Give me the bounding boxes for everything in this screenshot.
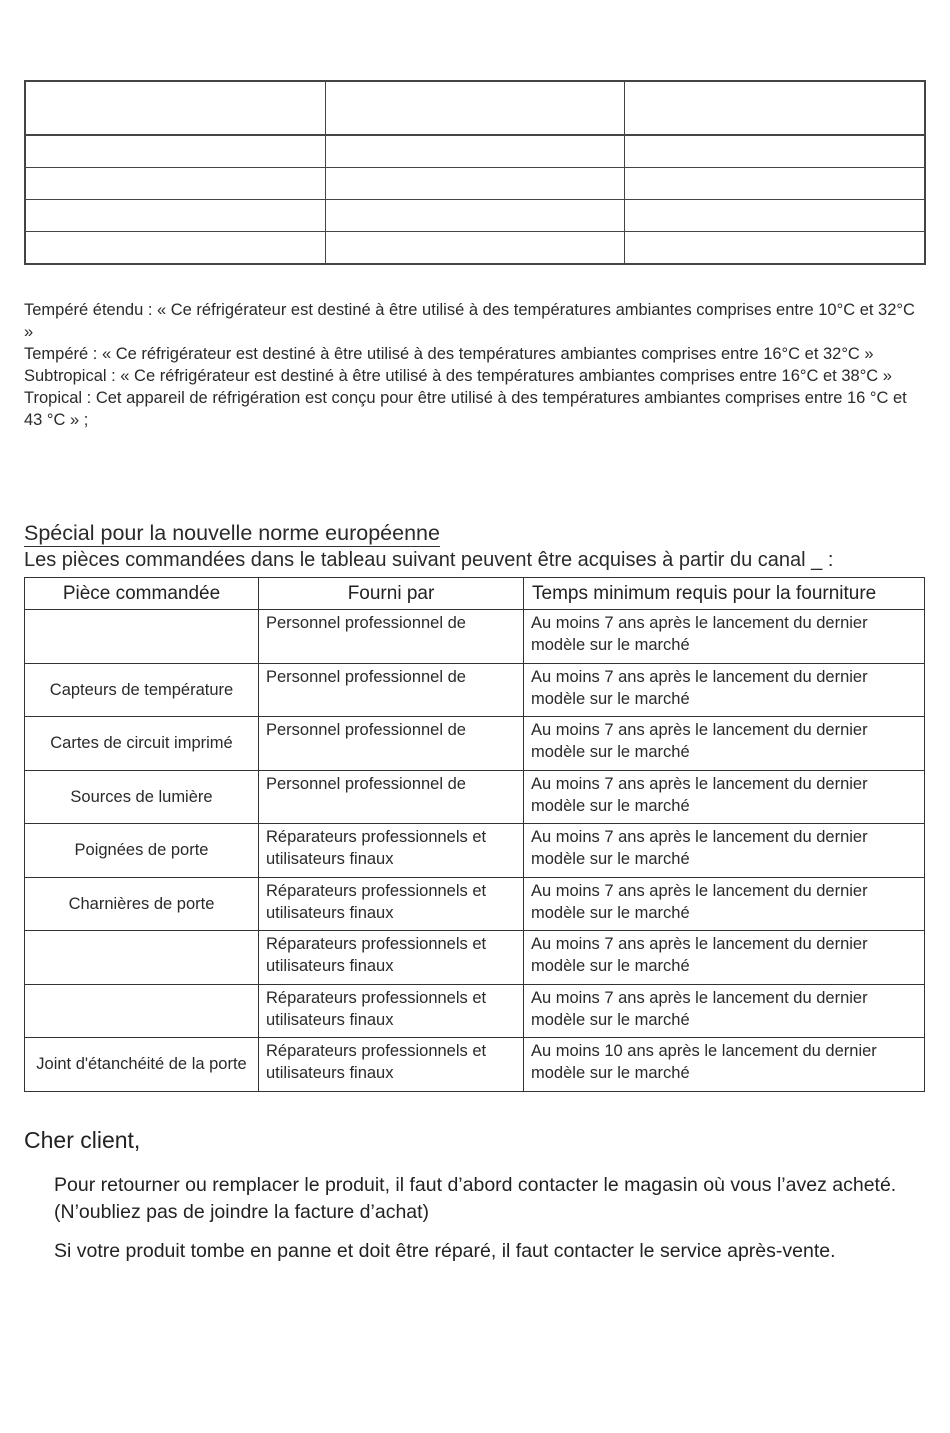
section-subtitle: Les pièces commandées dans le tableau suivant peuvent être acquises à partir du canal _ : (24, 549, 834, 571)
minimum-time-cell: Au moins 7 ans après le lancement du dernier modèle sur le marché (524, 717, 925, 771)
supplied-by-cell: Réparateurs professionnels et utilisateurs finaux (259, 984, 524, 1038)
column-header-part: Pièce commandée (25, 578, 259, 610)
climate-class-table (24, 80, 926, 265)
table-row (25, 717, 925, 771)
table-row (25, 877, 925, 931)
minimum-time-cell: Au moins 7 ans après le lancement du dernier modèle sur le marché (524, 984, 925, 1038)
supplied-by-cell: Personnel professionnel de (259, 770, 524, 824)
supplied-by-cell: Réparateurs professionnels et utilisateurs finaux (259, 1038, 524, 1092)
part-cell (25, 610, 259, 664)
supplied-by-cell: Personnel professionnel de (259, 717, 524, 771)
supplied-by-cell: Réparateurs professionnels et utilisateurs finaux (259, 931, 524, 985)
minimum-time-cell: Au moins 7 ans après le lancement du dernier modèle sur le marché (524, 770, 925, 824)
climate-class-notes (24, 299, 924, 431)
section-title: Spécial pour la nouvelle norme européenne (24, 521, 440, 545)
part-cell: Sources de lumière (25, 770, 259, 824)
table-row (25, 931, 925, 985)
part-cell (25, 984, 259, 1038)
part-cell: Capteurs de température (25, 663, 259, 717)
part-cell (25, 931, 259, 985)
supplied-by-cell: Réparateurs professionnels et utilisateurs finaux (259, 824, 524, 878)
minimum-time-cell: Au moins 7 ans après le lancement du dernier modèle sur le marché (524, 610, 925, 664)
column-header-minimum-time: Temps minimum requis pour la fourniture (524, 578, 925, 610)
part-cell: Joint d'étanchéité de la porte (25, 1038, 259, 1092)
table-row (25, 135, 925, 168)
supplied-by-cell: Réparateurs professionnels et utilisateurs finaux (259, 877, 524, 931)
minimum-time-cell: Au moins 7 ans après le lancement du dernier modèle sur le marché (524, 877, 925, 931)
table-row (25, 663, 925, 717)
return-instructions: Pour retourner ou remplacer le produit, il faut d’abord contacter le magasin où vous l’avez acheté. (N’oubliez pas de joindre la facture d’achat) (54, 1174, 897, 1223)
supplied-by-cell: Personnel professionnel de (259, 663, 524, 717)
table-row (25, 232, 925, 265)
part-cell: Cartes de circuit imprimé (25, 717, 259, 771)
climate-note-temperate: Tempéré : « Ce réfrigérateur est destiné à être utilisé à des températures ambiantes comprises entre 16°C et 32°C » (24, 345, 874, 363)
climate-note-tropical: Tropical : Cet appareil de réfrigération est conçu pour être utilisé à des températures ambiantes comprises entre 16 °C et 43 °C » ; (24, 389, 907, 429)
climate-note-extended-temperate: Tempéré étendu : « Ce réfrigérateur est destiné à être utilisé à des températures ambiantes comprises entre 10°C et 32°C » (24, 301, 915, 341)
supplied-by-cell: Personnel professionnel de (259, 610, 524, 664)
table-row (25, 824, 925, 878)
minimum-time-cell: Au moins 10 ans après le lancement du dernier modèle sur le marché (524, 1038, 925, 1092)
table-header-row (25, 578, 925, 610)
table-row (25, 1038, 925, 1092)
table-row (25, 200, 925, 232)
minimum-time-cell: Au moins 7 ans après le lancement du dernier modèle sur le marché (524, 931, 925, 985)
part-cell: Poignées de porte (25, 824, 259, 878)
minimum-time-cell: Au moins 7 ans après le lancement du dernier modèle sur le marché (524, 824, 925, 878)
repair-instructions: Si votre produit tombe en panne et doit être réparé, il faut contacter le service après-vente. (54, 1240, 836, 1262)
spare-parts-table (24, 577, 925, 1092)
table-row (25, 81, 925, 135)
table-row (25, 610, 925, 664)
table-row (25, 984, 925, 1038)
table-row (25, 770, 925, 824)
climate-note-subtropical: Subtropical : « Ce réfrigérateur est destiné à être utilisé à des températures ambiantes comprises entre 16°C et 38°C » (24, 367, 892, 385)
column-header-supplied-by: Fourni par (259, 578, 524, 610)
table-row (25, 168, 925, 200)
part-cell: Charnières de porte (25, 877, 259, 931)
minimum-time-cell: Au moins 7 ans après le lancement du dernier modèle sur le marché (524, 663, 925, 717)
customer-greeting: Cher client, (24, 1127, 141, 1153)
